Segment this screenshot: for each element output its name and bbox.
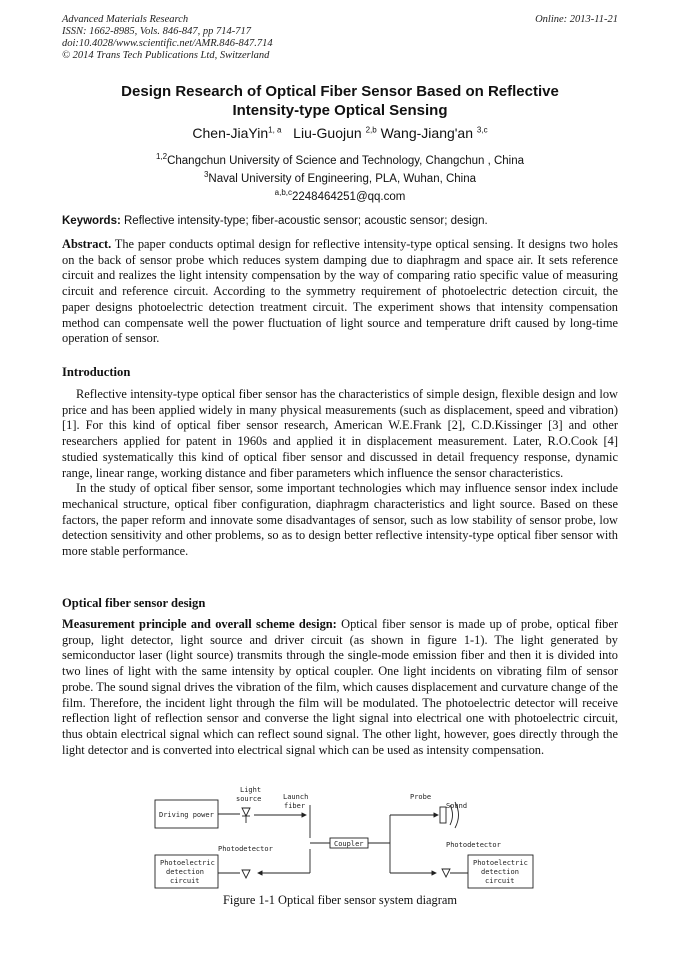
abstract bbox=[62, 237, 618, 347]
fig-launch: Launch bbox=[283, 793, 309, 801]
design-body bbox=[62, 617, 618, 758]
affiliation-2: $^3$Naval University of Engineering, PLA, Wuhan, China bbox=[203, 169, 477, 185]
authors-line bbox=[62, 125, 618, 141]
fig-pdc-left-1: Photoelectric bbox=[160, 859, 215, 867]
author-sup: 3,c bbox=[476, 125, 488, 135]
author-email: $^{a,b,c}$2248464251@qq.com bbox=[274, 187, 406, 203]
author-name: Liu-Guojun bbox=[293, 125, 362, 141]
light-source-icon bbox=[242, 808, 250, 816]
fig-photodetector-left: Photodetector bbox=[218, 845, 273, 853]
title-line-1: Design Research of Optical Fiber Sensor Based on Reflective bbox=[121, 83, 559, 100]
section-heading-introduction: Introduction bbox=[62, 365, 131, 379]
figure-caption: Figure 1-1 Optical fiber sensor system diagram bbox=[223, 893, 457, 907]
author-name: Wang-Jiang'an bbox=[380, 125, 474, 141]
abstract-text: The paper conducts optimal design for reflective intensity-type optical sensing. It designs two holes on the back of sensor probe which reduces system damping due to diaphragm and space air. It sets reference circuit and realizes the light intensity compensation by the way of comparing ratio specific value of measuring circuit and reference circuit. According to the symmetry requirement of photoelectric detection circuit, the paper designs photoelectric detection treatment circuit. The experiment shows that intensity compensation method can compensate well the power fluctuation of light source and temperature drift caused by long-time operation of sensor. bbox=[62, 237, 619, 346]
fig-driving-power: Driving power bbox=[159, 811, 214, 819]
keywords-text: Reflective intensity-type; fiber-acoustic sensor; acoustic sensor; design. bbox=[124, 215, 488, 227]
fig-pdc-right-3: circuit bbox=[485, 877, 515, 885]
intro-paragraph-2: In the study of optical fiber sensor, some important technologies which may influence sensor index include mechanical structure, optical fiber configuration, diaphragm characteristics and light source. Based on these factors, the paper reform and innovate some disadvantages of sensor, such as low stability of sensor probe, low detection sensitivity and other problems, so as to design better reflective intensity-type optical fiber sensor with more stable performance. bbox=[62, 481, 618, 559]
journal-name: Advanced Materials Research bbox=[62, 14, 189, 25]
paper-title bbox=[62, 82, 618, 120]
intro-paragraph-1: Reflective intensity-type optical fiber sensor has the characteristics of simple design, flexible design and low price and has been applied widely in many physical measurements (such as displacement, speed and vibration) [1]. For this kind of optical fiber sensor research, American W.E.Frank [2], C.D.Kissinger [3] and other researchers applied for patent in 1960s and applied it in displacement measurement. Later, R.O.Cook [4] studied systematically this kind of optical fiber sensor and discussed in detail frequency response, dynamic range, linear range, working distance and fiber parameters which influence the sensor characteristics. bbox=[62, 387, 618, 480]
online-date: Online: 2013-11-21 bbox=[535, 14, 618, 25]
design-paragraph: Optical fiber sensor is made up of probe, optical fiber group, light detector, light source and driver circuit (as shown in figure 1-1). The light generated by semiconductor laser (light source) transmits through the single-mode emission fiber and then it is divided into two lines of light with the same intensity by optical coupler. One light incidents on vibrating film of sensor probe. The sound signal drives the vibration of the film, which causes displacement and curvature change of the film. Therefore, the incident light through the film will be modulated. The photoelectric detector will receive reflection light of reflection sensor and converse the light signal into electrical one with photoelectric circuit, thus obtain electrical signal which can reflect sound signal. The other light, however, goes directly through the light detector and is converted into electrical signal which can be used as intensity compensation. bbox=[62, 617, 619, 757]
fig-sound: Sound bbox=[446, 802, 468, 810]
title-line-2: Intensity-type Optical Sensing bbox=[232, 102, 448, 119]
fig-pdc-left-3: circuit bbox=[170, 877, 200, 885]
section-heading-design: Optical fiber sensor design bbox=[62, 596, 206, 610]
system-diagram bbox=[150, 785, 540, 893]
author-sup: 1, a bbox=[268, 125, 282, 135]
fig-pdc-right-1: Photoelectric bbox=[473, 859, 528, 867]
affiliation-1: $^{1,2}$Changchun University of Science and Technology, Changchun , China bbox=[155, 152, 525, 167]
photodetector-left-icon bbox=[242, 870, 250, 878]
journal-doi: doi:10.4028/www.scientific.net/AMR.846-847.714 bbox=[62, 38, 273, 49]
journal-copyright: © 2014 Trans Tech Publications Ltd, Switzerland bbox=[62, 50, 270, 61]
fig-probe: Probe bbox=[410, 793, 432, 801]
affiliations bbox=[62, 150, 618, 203]
design-subheading: Measurement principle and overall scheme design: bbox=[62, 617, 337, 631]
fig-coupler: Coupler bbox=[334, 840, 364, 848]
fig-pdc-left-2: detection bbox=[166, 868, 204, 876]
fig-pdc-right-2: detection bbox=[481, 868, 519, 876]
photodetector-right-icon bbox=[442, 869, 450, 877]
keywords bbox=[62, 215, 618, 227]
fig-light: Light bbox=[240, 786, 262, 794]
keywords-label: Keywords: bbox=[62, 215, 121, 227]
journal-header bbox=[62, 14, 618, 62]
author-name: Chen-JiaYin bbox=[192, 125, 269, 141]
fig-source: source bbox=[236, 795, 262, 803]
abstract-label: Abstract. bbox=[62, 237, 112, 251]
author-sup: 2,b bbox=[365, 125, 377, 135]
fig-fiber: fiber bbox=[284, 802, 306, 810]
fig-photodetector-right: Photodetector bbox=[446, 841, 501, 849]
journal-issn: ISSN: 1662-8985, Vols. 846-847, pp 714-717 bbox=[62, 26, 251, 37]
introduction-body bbox=[62, 387, 618, 560]
